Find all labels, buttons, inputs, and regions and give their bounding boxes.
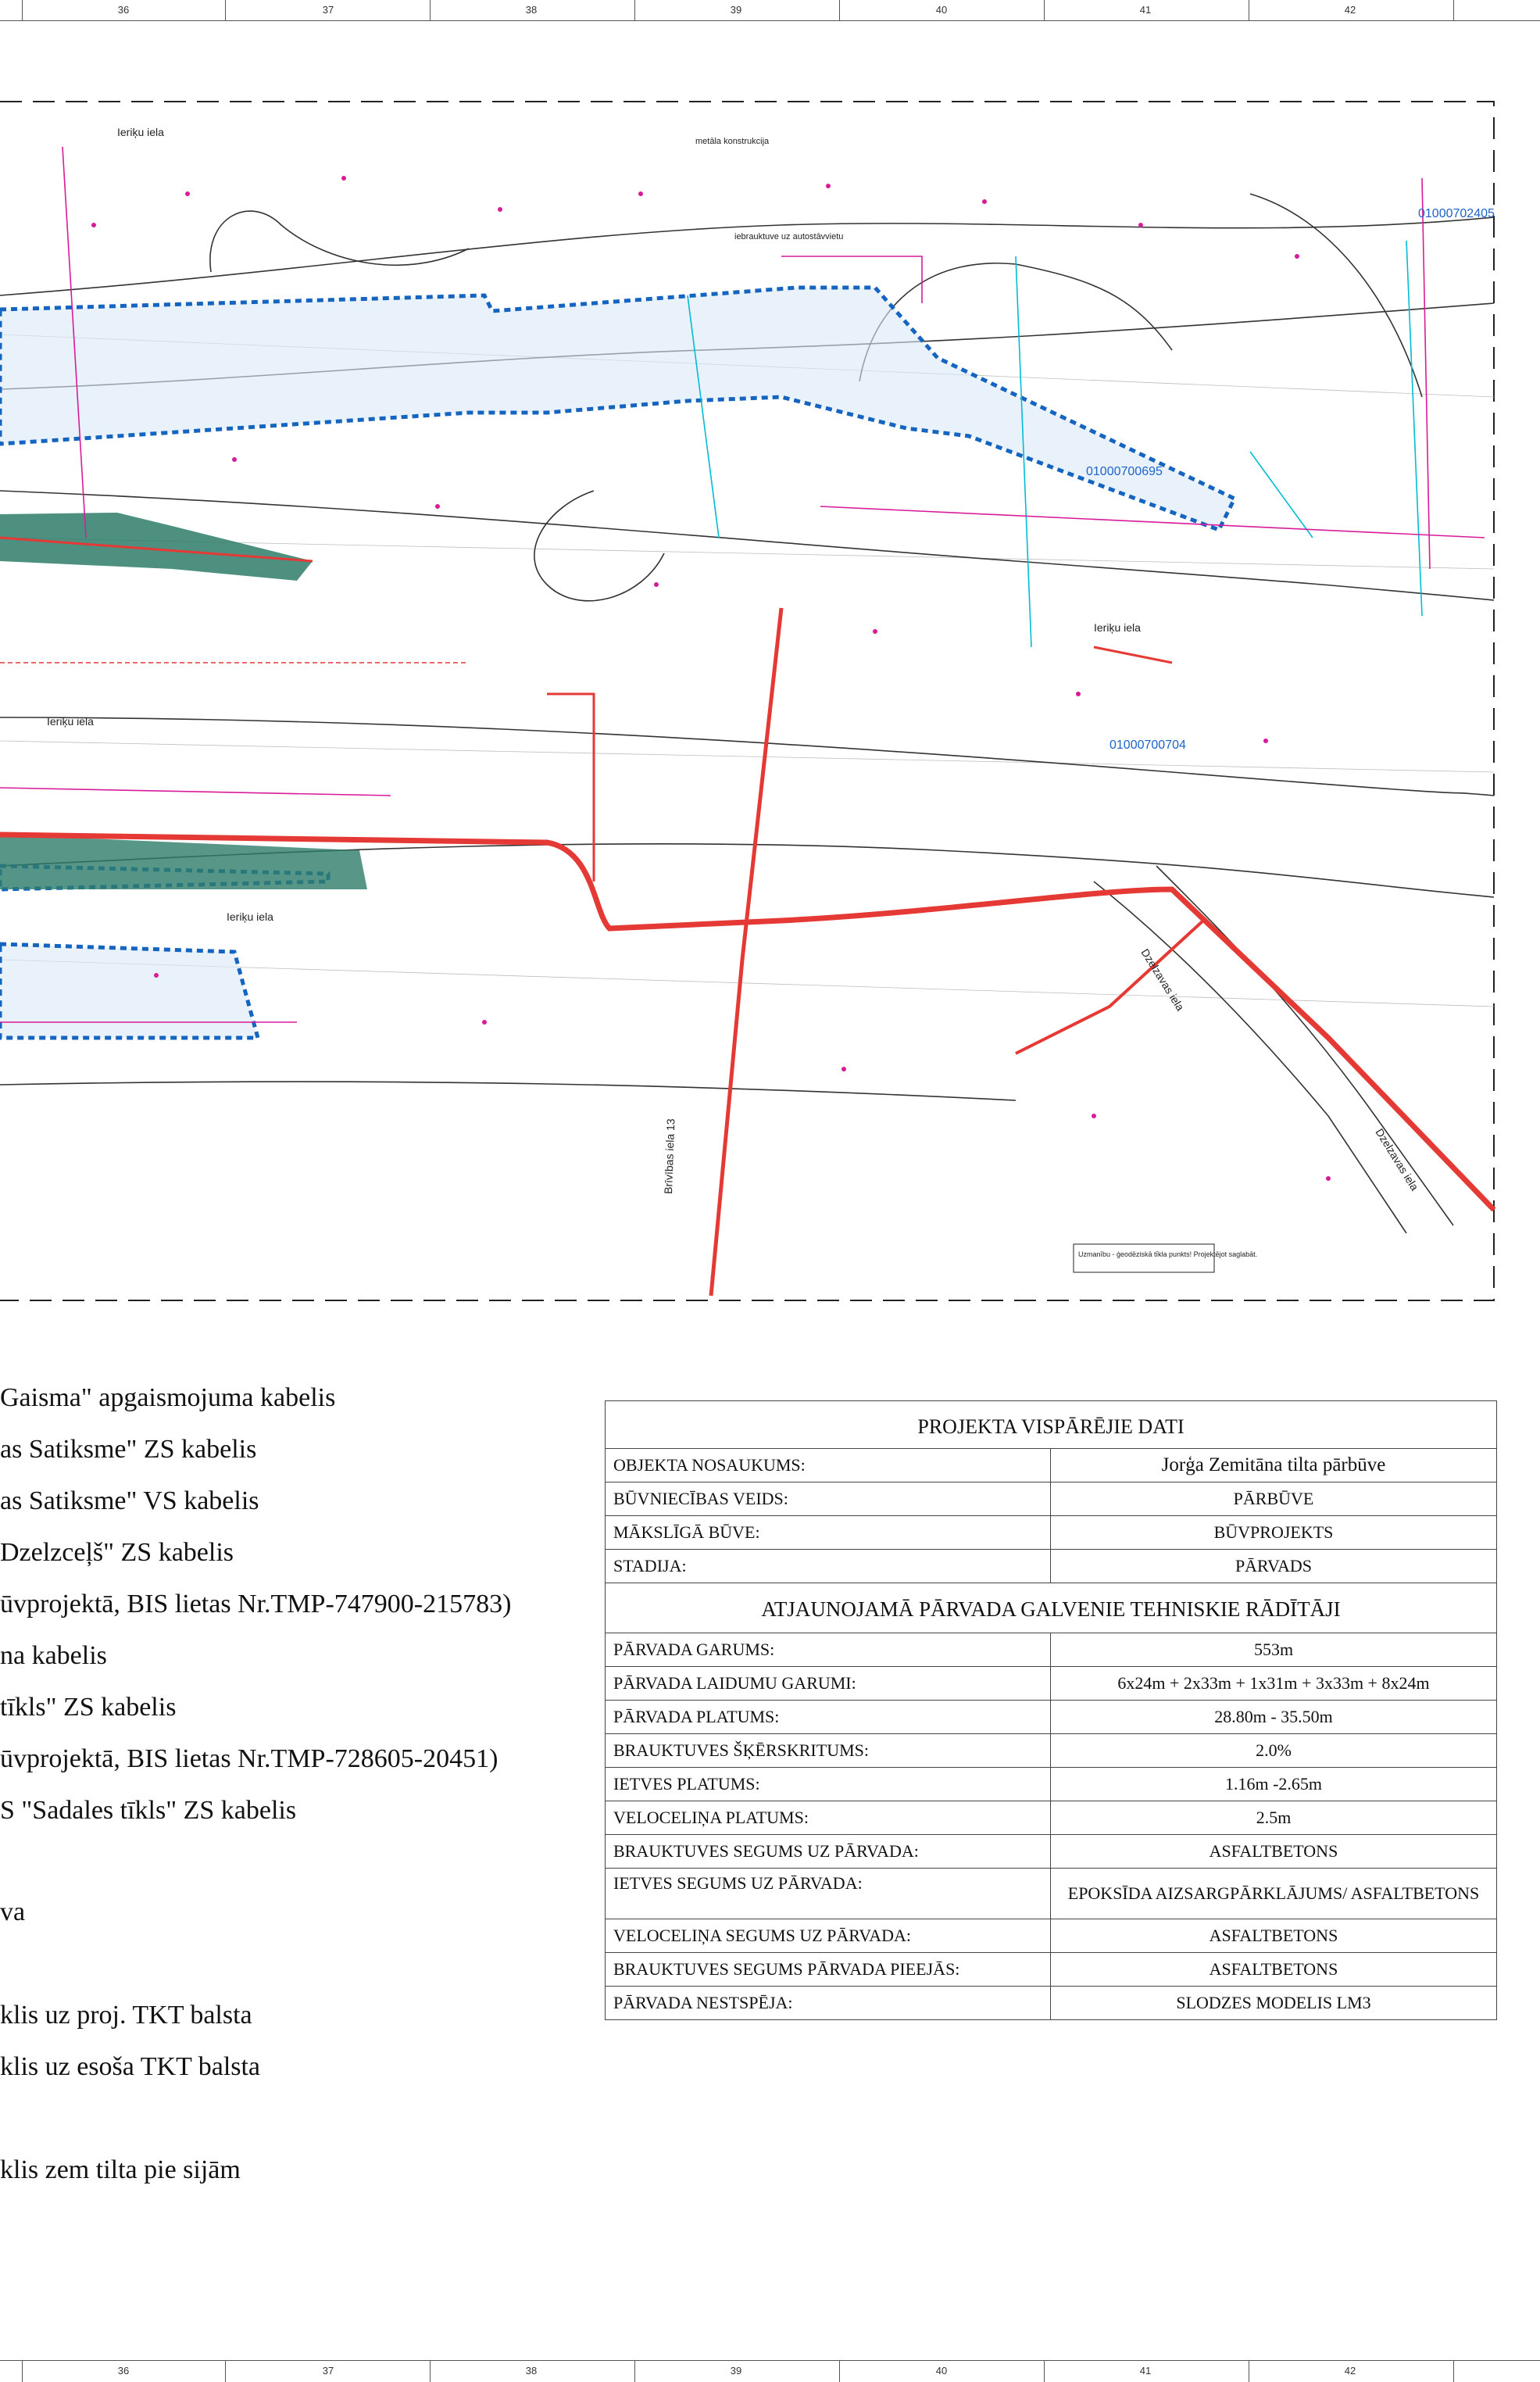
street-label: Ieriķu iela <box>1094 621 1141 634</box>
geodetic-note <box>1074 1244 1257 1272</box>
row-value: ASFALTBETONS <box>1209 1959 1338 1979</box>
table-row <box>606 1482 1496 1516</box>
table-row <box>606 1449 1496 1482</box>
site-plan-svg <box>0 100 1497 1304</box>
ruler-number: 38 <box>525 2365 538 2377</box>
legend-item: Gaisma" apgaismojuma kabelis <box>0 1383 336 1412</box>
site-plan-drawing <box>0 100 1497 1304</box>
ruler-number: 40 <box>935 2365 948 2377</box>
row-key: PĀRVADA NESTSPĒJA: <box>606 1987 1051 2019</box>
table-row <box>606 1667 1496 1701</box>
street-label: Dzelzavas iela <box>1373 1126 1421 1193</box>
row-key: PĀRVADA GARUMS: <box>606 1633 1051 1666</box>
row-value: SLODZES MODELIS LM3 <box>1176 1993 1371 2012</box>
legend-item: va <box>0 1897 26 1926</box>
annotation-label: Uzmanību - ģeodēziskā tīkla punkts! Projektējot saglabāt. <box>1078 1250 1258 1258</box>
red-cable-lines <box>0 538 1494 1296</box>
ruler-number: 39 <box>730 4 742 16</box>
ruler-number: 37 <box>322 4 334 16</box>
street-label: Dzelzavas iela <box>1138 946 1187 1014</box>
legend-item: ūvprojektā, BIS lietas Nr.TMP-728605-20451) <box>0 1744 498 1773</box>
table-row <box>606 1801 1496 1835</box>
table-row <box>606 1835 1496 1869</box>
project-data-table <box>605 1400 1497 2020</box>
row-value: PĀRBŪVE <box>1233 1489 1314 1508</box>
street-label: Ieriķu iela <box>117 126 164 138</box>
ruler-number: 42 <box>1344 4 1356 16</box>
row-value: ASFALTBETONS <box>1209 1841 1338 1861</box>
parcel-label: 01000700695 <box>1086 465 1163 478</box>
table-row <box>606 1987 1496 2019</box>
row-value: ASFALTBETONS <box>1209 1926 1338 1945</box>
street-label: Brīvības iela 13 <box>662 1118 677 1195</box>
row-value: BŪVPROJEKTS <box>1213 1522 1334 1542</box>
drawing-border <box>0 102 1494 1300</box>
table-row <box>606 1701 1496 1734</box>
row-value: 2.0% <box>1256 1740 1292 1760</box>
bottom-ruler <box>0 2360 1540 2382</box>
blue-zone <box>0 288 1235 1038</box>
legend-item: tīkls" ZS kabelis <box>0 1693 177 1722</box>
top-ruler <box>0 0 1540 21</box>
row-value: EPOKSĪDA AIZSARGPĀRKLĀJUMS/ ASFALTBETONS <box>1067 1883 1480 1903</box>
row-key: IETVES SEGUMS UZ PĀRVADA: <box>606 1869 1051 1919</box>
table-row <box>606 1919 1496 1953</box>
row-key: VELOCELIŅA SEGUMS UZ PĀRVADA: <box>606 1919 1051 1952</box>
ruler-number: 36 <box>117 2365 130 2377</box>
legend-item: klis uz proj. TKT balsta <box>0 2001 252 2030</box>
annotation-label: metāla konstrukcija <box>695 137 770 146</box>
ruler-number: 42 <box>1344 2365 1356 2377</box>
row-key: BRAUKTUVES SEGUMS UZ PĀRVADA: <box>606 1835 1051 1868</box>
legend-item: S "Sadales tīkls" ZS kabelis <box>0 1796 297 1825</box>
table-title: PROJEKTA VISPĀRĒJIE DATI <box>606 1401 1496 1449</box>
table-row <box>606 1734 1496 1768</box>
legend-item: klis zem tilta pie sijām <box>0 2155 241 2184</box>
annotation-label: iebrauktuve uz autostāvvietu <box>734 232 844 241</box>
table-row <box>606 1550 1496 1583</box>
row-value: 28.80m - 35.50m <box>1214 1707 1333 1726</box>
legend-item: as Satiksme" VS kabelis <box>0 1486 259 1515</box>
ruler-number: 40 <box>935 4 948 16</box>
table-row <box>606 1953 1496 1987</box>
ruler-number: 37 <box>322 2365 334 2377</box>
legend-item: Dzelzceļš" ZS kabelis <box>0 1538 234 1567</box>
row-value: 553m <box>1253 1640 1294 1659</box>
row-value: 2.5m <box>1256 1808 1292 1827</box>
parcel-label: 01000700704 <box>1109 739 1186 752</box>
row-key: BRAUKTUVES SEGUMS PĀRVADA PIEEJĀS: <box>606 1953 1051 1986</box>
row-value: 1.16m -2.65m <box>1224 1774 1323 1794</box>
legend-item: klis uz esoša TKT balsta <box>0 2052 261 2081</box>
row-key: BŪVNIECĪBAS VEIDS: <box>606 1482 1051 1515</box>
ruler-number: 36 <box>117 4 130 16</box>
street-label: Ieriķu iela <box>47 715 94 728</box>
table-row <box>606 1768 1496 1801</box>
legend-item: as Satiksme" ZS kabelis <box>0 1435 257 1464</box>
row-value: Jorģa Zemitāna tilta pārbūve <box>1161 1454 1386 1475</box>
legend-item: na kabelis <box>0 1641 107 1670</box>
magenta-lines <box>0 147 1485 1022</box>
row-key: OBJEKTA NOSAUKUMS: <box>606 1449 1051 1482</box>
table-row <box>606 1633 1496 1667</box>
ruler-number: 38 <box>525 4 538 16</box>
row-key: IETVES PLATUMS: <box>606 1768 1051 1801</box>
row-key: MĀKSLĪGĀ BŪVE: <box>606 1516 1051 1549</box>
row-key: PĀRVADA PLATUMS: <box>606 1701 1051 1733</box>
table-row <box>606 1869 1496 1919</box>
table-subtitle: ATJAUNOJAMĀ PĀRVADA GALVENIE TEHNISKIE RĀDĪTĀJI <box>606 1583 1496 1633</box>
parcel-label: 01000702405 <box>1418 207 1495 220</box>
row-value: PĀRVADS <box>1235 1556 1313 1575</box>
row-key: BRAUKTUVES ŠĶĒRSKRITUMS: <box>606 1734 1051 1767</box>
row-value: 6x24m + 2x33m + 1x31m + 3x33m + 8x24m <box>1117 1673 1430 1693</box>
ruler-number: 41 <box>1139 4 1152 16</box>
row-key: STADIJA: <box>606 1550 1051 1583</box>
table-row <box>606 1516 1496 1550</box>
ruler-number: 41 <box>1139 2365 1152 2377</box>
row-key: VELOCELIŅA PLATUMS: <box>606 1801 1051 1834</box>
ruler-number: 39 <box>730 2365 742 2377</box>
legend-item: ūvprojektā, BIS lietas Nr.TMP-747900-215783) <box>0 1590 512 1618</box>
street-label: Ieriķu iela <box>227 910 273 923</box>
row-key: PĀRVADA LAIDUMU GARUMI: <box>606 1667 1051 1700</box>
